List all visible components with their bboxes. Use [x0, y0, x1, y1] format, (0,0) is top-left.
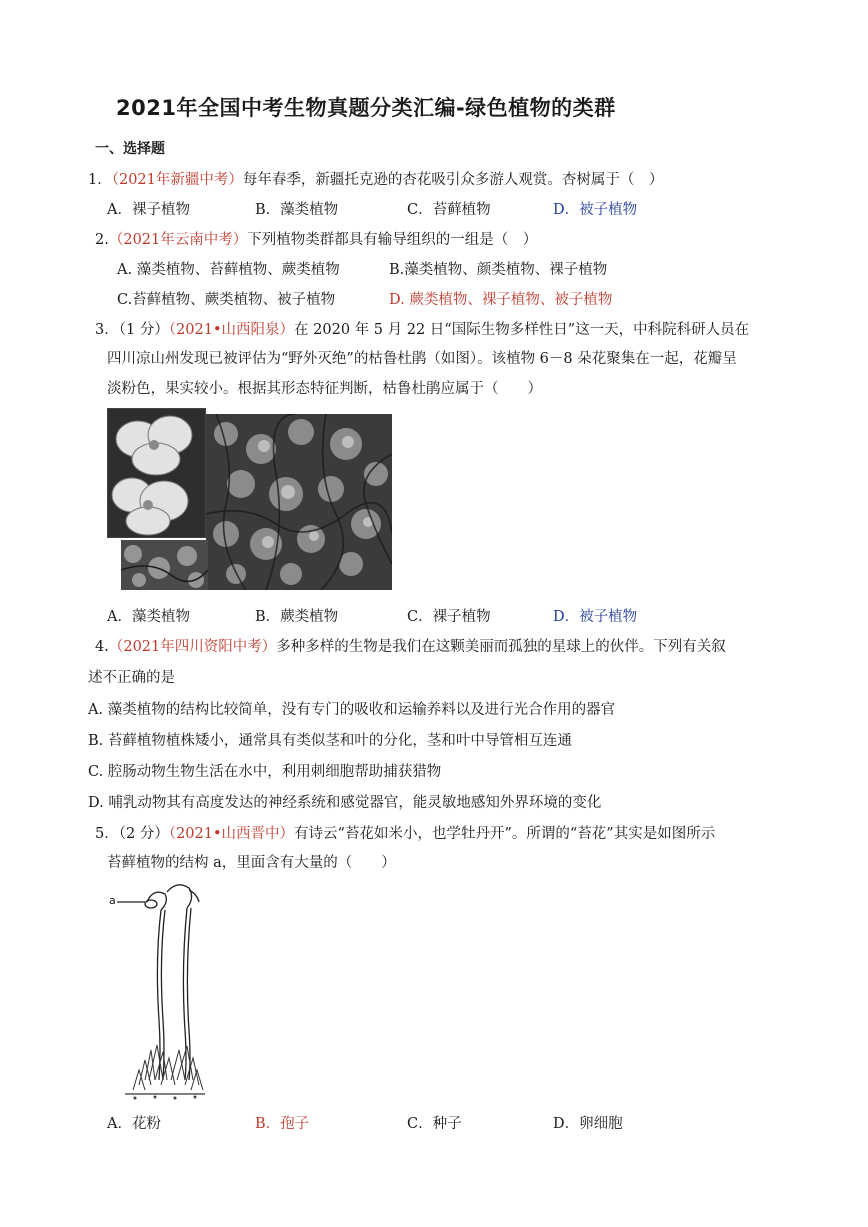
q4-line-1: 多种多样的生物是我们在这颗美丽而孤独的星球上的伙伴。下列有关叙 [276, 639, 726, 655]
q3-score: （1 分） [118, 322, 169, 338]
q4-option-b: B. 苔藓植物植株矮小，通常具有类似茎和叶的分化，茎和叶中导管相互连通 [88, 733, 572, 749]
q2-stem: 下列植物类群都具有输导组织的一组是（ ） [247, 232, 538, 248]
q4-number: 4. [95, 639, 109, 655]
rhododendron-bush-photo [206, 414, 392, 590]
q3-line-2: 四川凉山州发现已被评估为“野外灭绝”的枯鲁杜鹃（如图）。该植物 6－8 朵花聚集在一起，花瓣呈 [107, 351, 737, 367]
q3-option-d: D．被子植物 [553, 609, 638, 625]
q3-number: 3． [95, 322, 119, 338]
q4-option-d: D. 哺乳动物其有高度发达的神经系统和感觉器官，能灵敏地感知外界环境的变化 [88, 795, 602, 811]
q1-stem: 每年春季，新疆托克逊的杏花吸引众多游人观赏。杏树属于（ ） [242, 172, 664, 188]
q1-option-b: B．藻类植物 [255, 202, 339, 218]
section-heading: 一、选择题 [95, 141, 165, 157]
q1-number: 1． [88, 172, 112, 188]
question-1 [88, 168, 663, 189]
q5-option-d: D．卵细胞 [553, 1116, 623, 1132]
rhododendron-flower-photo [107, 408, 206, 538]
q1-option-a: A．裸子植物 [107, 202, 190, 218]
q2-option-b: B.藻类植物、颜类植物、裸子植物 [389, 262, 608, 278]
q3-option-c: C．裸子植物 [407, 609, 491, 625]
q3-line-1: 在 2020 年 5 月 22 日“国际生物多样性日”这一天，中科院科研人员在 [294, 322, 750, 338]
page-title: 2021年全国中考生物真题分类汇编-绿色植物的类群 [116, 96, 616, 120]
question-4 [95, 635, 726, 656]
q1-option-c: C．苔藓植物 [407, 202, 491, 218]
q5-number: 5． [95, 826, 119, 842]
moss-figure [105, 880, 205, 1100]
q1-option-d: D．被子植物 [553, 202, 638, 218]
q3-option-a: A．藻类植物 [107, 609, 190, 625]
q5-option-c: C．种子 [407, 1116, 462, 1132]
q5-option-b: B．孢子 [255, 1116, 310, 1132]
q4-source: （2021年四川资阳中考） [108, 639, 277, 655]
q2-number: 2. [95, 232, 109, 248]
q3-line-3: 淡粉色，果实较小。根据其形态特征判断，枯鲁杜鹃应属于（ ） [107, 381, 542, 397]
q5-option-a: A．花粉 [107, 1116, 161, 1132]
q3-source: （2021•山西阳泉） [168, 322, 295, 338]
question-2 [95, 228, 537, 249]
q1-source: （2021年新疆中考） [111, 172, 243, 188]
rhododendron-branch-photo [121, 540, 208, 590]
q2-option-d: D. 蕨类植物、裸子植物、被子植物 [389, 292, 613, 308]
q4-option-a: A. 藻类植物的结构比较简单，没有专门的吸收和运输养料以及进行光合作用的器官 [88, 702, 616, 718]
q2-option-c: C.苔藓植物、蕨类植物、被子植物 [117, 292, 336, 308]
q5-score: （2 分） [118, 826, 169, 842]
question-3 [95, 318, 749, 339]
q4-line-2: 述不正确的是 [88, 670, 175, 686]
figure-label-a: a [109, 894, 116, 907]
q2-source: （2021年云南中考） [108, 232, 248, 248]
q2-option-a: A. 藻类植物、苔藓植物、蕨类植物 [117, 262, 340, 278]
question-5 [95, 822, 715, 843]
q5-line-1: 有诗云“苔花如米小，也学牡丹开”。所谓的“苔花”其实是如图所示 [294, 826, 716, 842]
q3-option-b: B．蕨类植物 [255, 609, 339, 625]
q4-option-c: C. 腔肠动物生物生活在水中，利用刺细胞帮助捕获猎物 [88, 764, 442, 780]
q5-line-2: 苔藓植物的结构 a，里面含有大量的（ ） [107, 855, 396, 871]
q5-source: （2021•山西晋中） [168, 826, 295, 842]
